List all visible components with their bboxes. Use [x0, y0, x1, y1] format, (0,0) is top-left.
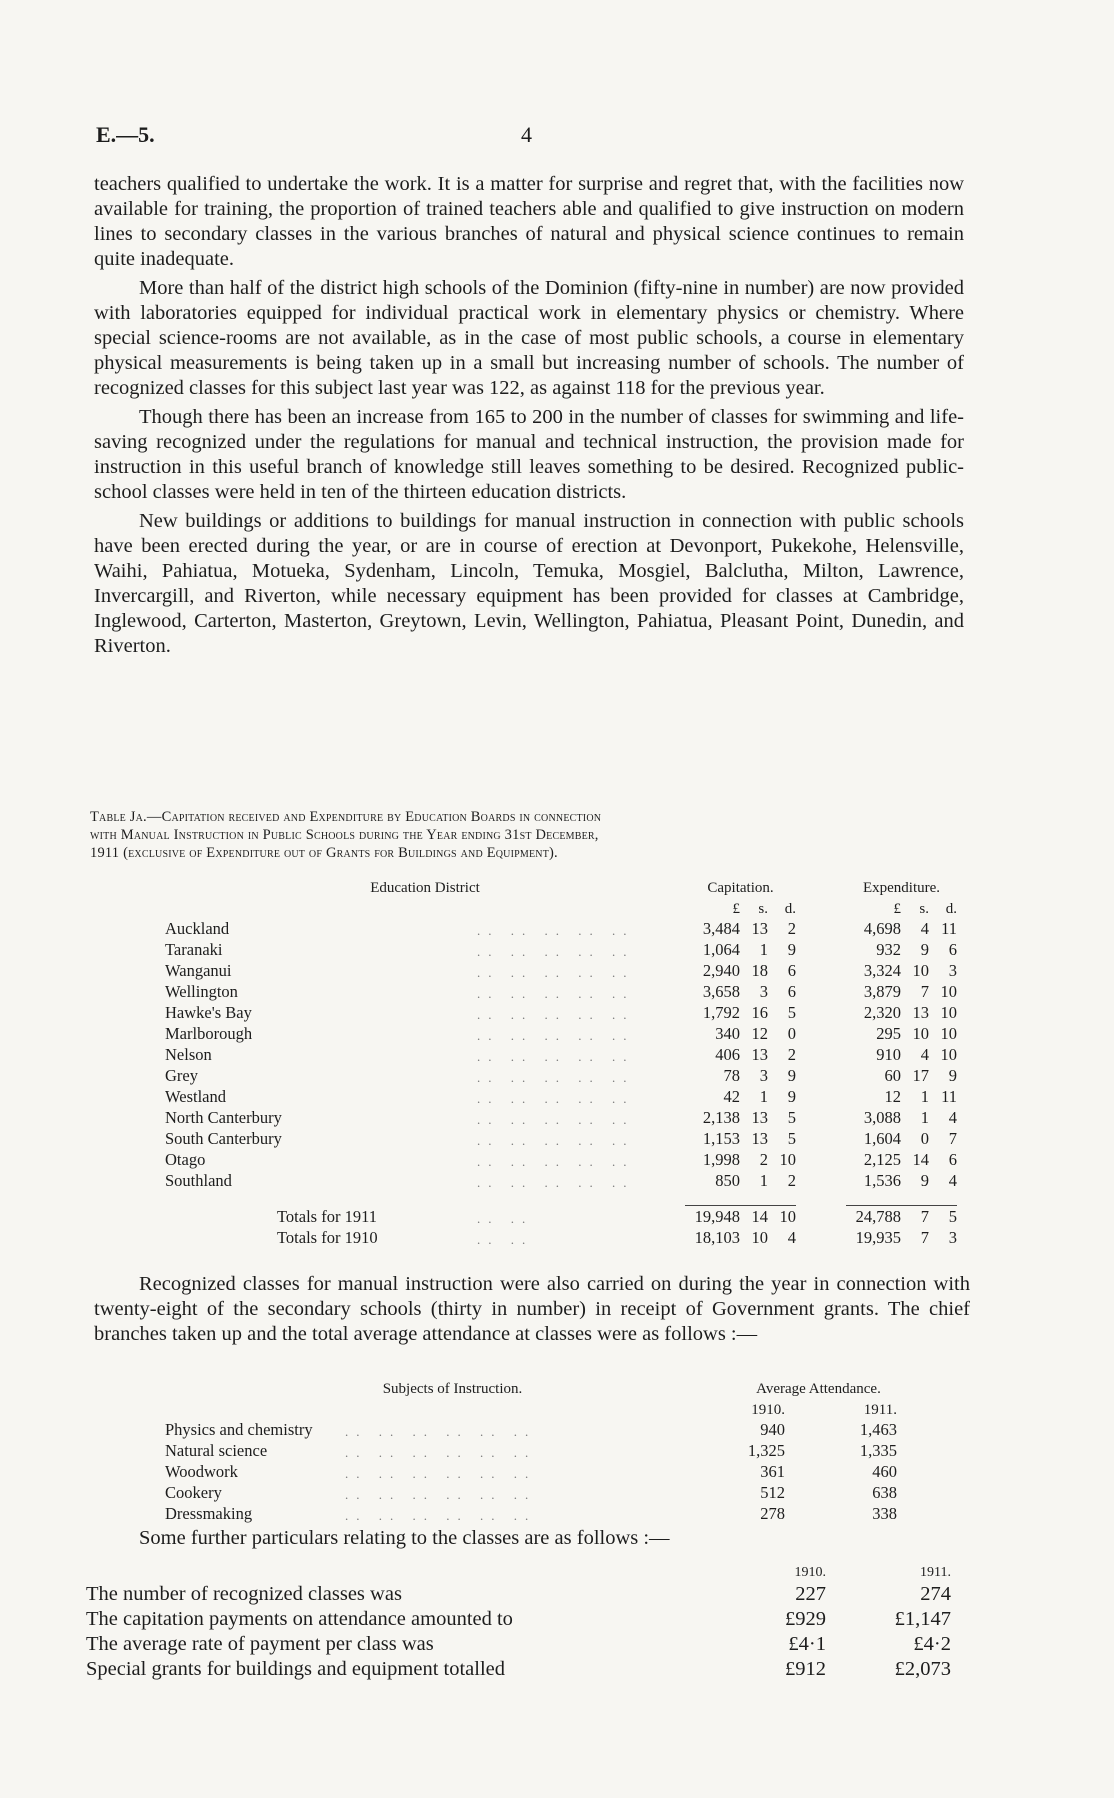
leader-dots: .. .. — [477, 1211, 534, 1226]
expenditure-pounds: 910 — [876, 1045, 901, 1064]
table-row — [165, 1461, 897, 1482]
expenditure-shillings: 13 — [912, 1003, 929, 1022]
column-gap — [796, 1065, 846, 1086]
value-1910: £4·1 — [788, 1633, 826, 1655]
table-body — [86, 1581, 951, 1681]
capitation-pounds: 3,484 — [702, 919, 740, 938]
attendance-1910: 512 — [760, 1483, 785, 1502]
capitation-pounds: 850 — [715, 1171, 740, 1190]
capitation-shillings: 3 — [759, 1066, 768, 1085]
column-header-1911: 1911. — [863, 1402, 897, 1418]
totals-label: Totals for 1910 — [277, 1228, 378, 1247]
expenditure-pence: 5 — [929, 1206, 957, 1228]
table-row — [165, 960, 957, 981]
leader-dots: .. .. .. .. .. — [477, 986, 635, 1001]
expenditure-pounds: 60 — [884, 1066, 901, 1085]
capitation-pounds: 1,792 — [702, 1003, 740, 1022]
expenditure-shillings: 1 — [920, 1087, 929, 1106]
expenditure-pounds: 19,935 — [855, 1228, 901, 1247]
expenditure-shillings: 17 — [912, 1066, 929, 1085]
expenditure-pence: 10 — [940, 1024, 957, 1043]
column-gap — [796, 1086, 846, 1107]
capitation-shillings: 1 — [759, 1087, 768, 1106]
expenditure-pence: 10 — [940, 1045, 957, 1064]
capitation-shillings: 2 — [759, 1150, 768, 1169]
expenditure-pence: 4 — [948, 1108, 957, 1127]
district-name: Nelson — [165, 1045, 212, 1064]
table-title-line: 1911 (exclusive of Expenditure out of Grants for Buildings and Equipment). — [90, 845, 558, 861]
expenditure-pounds: 2,125 — [863, 1150, 901, 1169]
table-row — [165, 1419, 897, 1440]
capitation-pounds: 18,103 — [694, 1228, 740, 1247]
capitation-pence: 2 — [787, 919, 796, 938]
expenditure-pounds: 2,320 — [863, 1003, 901, 1022]
column-gap — [796, 960, 846, 981]
table-row — [86, 1606, 951, 1631]
attendance-1911: 460 — [872, 1462, 897, 1481]
capitation-pounds: 19,948 — [685, 1206, 740, 1228]
value-1911: £4·2 — [913, 1633, 951, 1655]
leader-dots: .. .. .. .. .. — [477, 1070, 635, 1085]
value-1910: 227 — [795, 1583, 826, 1605]
capitation-shillings: 13 — [751, 1108, 768, 1127]
table-row — [86, 1581, 951, 1606]
table-row — [165, 1107, 957, 1128]
column-gap — [796, 1170, 846, 1191]
capitation-shillings: 1 — [759, 1171, 768, 1190]
expenditure-shillings: 10 — [912, 961, 929, 980]
leader-dots: .. .. .. .. .. — [477, 1112, 635, 1127]
particular-label: The number of recognized classes was — [86, 1583, 402, 1605]
column-gap — [796, 1128, 846, 1149]
totals-row — [165, 1227, 957, 1248]
capitation-pence: 5 — [787, 1129, 796, 1148]
leader-dots: .. .. .. .. .. — [477, 1028, 635, 1043]
column-gap — [796, 1107, 846, 1128]
body-text-secondary — [94, 1272, 970, 1351]
totals-label: Totals for 1911 — [277, 1207, 377, 1226]
leader-dots: .. .. .. .. .. .. — [345, 1508, 537, 1523]
capitation-shillings: 3 — [759, 982, 768, 1001]
unit-pounds: £ — [732, 901, 740, 917]
expenditure-pence: 10 — [940, 1003, 957, 1022]
capitation-pounds: 2,138 — [702, 1108, 740, 1127]
capitation-pence: 2 — [787, 1171, 796, 1190]
capitation-pence: 9 — [787, 1087, 796, 1106]
expenditure-shillings: 14 — [912, 1150, 929, 1169]
leader-dots: .. .. .. .. .. — [477, 923, 635, 938]
attendance-1910: 361 — [760, 1462, 785, 1481]
value-1911: 274 — [920, 1583, 951, 1605]
column-header-capitation: Capitation. — [707, 880, 774, 896]
expenditure-shillings: 1 — [920, 1108, 929, 1127]
table-row — [165, 939, 957, 960]
capitation-pounds: 1,153 — [702, 1129, 740, 1148]
subject-name: Dressmaking — [165, 1504, 253, 1523]
expenditure-pence: 6 — [948, 940, 957, 959]
subject-name: Cookery — [165, 1483, 222, 1502]
district-name: Wanganui — [165, 961, 232, 980]
district-name: South Canterbury — [165, 1129, 282, 1148]
capitation-pence: 5 — [787, 1108, 796, 1127]
capitation-pence: 4 — [787, 1228, 796, 1247]
table-body — [165, 918, 957, 1248]
expenditure-pounds: 295 — [876, 1024, 901, 1043]
capitation-pence: 9 — [787, 1066, 796, 1085]
district-name: North Canterbury — [165, 1108, 282, 1127]
attendance-1911: 638 — [872, 1483, 897, 1502]
district-name: Auckland — [165, 919, 230, 938]
capitation-pence: 9 — [787, 940, 796, 959]
attendance-table — [165, 1377, 897, 1524]
capitation-shillings: 13 — [751, 919, 768, 938]
capitation-pence: 10 — [779, 1150, 796, 1169]
unit-pence: d. — [945, 901, 957, 917]
attendance-1910: 278 — [760, 1504, 785, 1523]
table-row — [86, 1631, 951, 1656]
district-name: Taranaki — [165, 940, 223, 959]
capitation-pounds: 3,658 — [702, 982, 740, 1001]
leader-dots: .. .. .. .. .. .. — [345, 1424, 537, 1439]
expenditure-shillings: 9 — [920, 1171, 929, 1190]
particular-label: The capitation payments on attendance amounted to — [86, 1608, 513, 1630]
leader-dots: .. .. .. .. .. — [477, 1154, 635, 1169]
expenditure-shillings: 9 — [920, 940, 929, 959]
unit-pence: d. — [784, 901, 796, 917]
column-gap — [796, 1044, 846, 1065]
expenditure-pence: 7 — [948, 1129, 957, 1148]
column-header-subjects: Subjects of Instruction. — [382, 1381, 523, 1397]
expenditure-shillings: 10 — [912, 1024, 929, 1043]
table-row — [86, 1656, 951, 1681]
table-row — [165, 1170, 957, 1191]
expenditure-shillings: 0 — [920, 1129, 929, 1148]
district-name: Otago — [165, 1150, 206, 1169]
unit-shillings: s. — [758, 901, 768, 917]
district-name: Hawke's Bay — [165, 1003, 252, 1022]
capitation-shillings: 16 — [751, 1003, 768, 1022]
expenditure-pence: 10 — [940, 982, 957, 1001]
expenditure-shillings: 4 — [920, 1045, 929, 1064]
capitation-shillings: 13 — [751, 1129, 768, 1148]
expenditure-pounds: 1,536 — [863, 1171, 901, 1190]
expenditure-pounds: 24,788 — [846, 1206, 901, 1228]
value-1910: £929 — [785, 1608, 826, 1630]
capitation-pence: 6 — [787, 961, 796, 980]
value-1911: £1,147 — [894, 1608, 951, 1630]
district-name: Southland — [165, 1171, 232, 1190]
expenditure-shillings: 7 — [920, 1228, 929, 1247]
leader-dots: .. .. .. .. .. — [477, 1091, 635, 1106]
particular-label: The average rate of payment per class was — [86, 1633, 434, 1655]
table-row — [165, 1503, 897, 1524]
expenditure-pounds: 1,604 — [863, 1129, 901, 1148]
capitation-pence: 5 — [787, 1003, 796, 1022]
value-1911: £2,073 — [894, 1658, 951, 1680]
table-row — [165, 1128, 957, 1149]
district-name: Marlborough — [165, 1024, 253, 1043]
column-gap — [796, 1206, 846, 1228]
leader-dots: .. .. .. .. .. .. — [345, 1445, 537, 1460]
column-gap — [796, 1002, 846, 1023]
expenditure-pence: 11 — [941, 1087, 957, 1106]
table-row — [165, 1440, 897, 1461]
expenditure-pence: 3 — [948, 961, 957, 980]
subject-name: Natural science — [165, 1441, 268, 1460]
expenditure-pounds: 12 — [884, 1087, 901, 1106]
expenditure-pence: 3 — [948, 1228, 957, 1247]
leader-dots: .. .. .. .. .. — [477, 965, 635, 980]
table-row — [165, 1002, 957, 1023]
column-gap — [796, 981, 846, 1002]
table-row — [165, 1086, 957, 1107]
leader-dots: .. .. .. .. .. .. — [345, 1466, 537, 1481]
leader-dots: .. .. .. .. .. — [477, 1049, 635, 1064]
paragraph-swimming: Though there has been an increase from 165 to 200 in the number of classes for swimming and life-saving recognized under the regulations for manual and technical instruction, the provision made for instruction in this useful branch of knowledge still leaves something to be desired. Recognized public-school classes were held in ten of the thirteen education districts. — [94, 406, 964, 503]
column-header-district: Education District — [370, 880, 480, 896]
column-gap — [796, 918, 846, 939]
column-header-1910: 1910. — [794, 1565, 826, 1580]
expenditure-pounds: 3,324 — [863, 961, 901, 980]
capitation-shillings: 12 — [751, 1024, 768, 1043]
table-row — [165, 918, 957, 939]
capitation-pounds: 42 — [723, 1087, 740, 1106]
district-name: Grey — [165, 1066, 198, 1085]
district-name: Wellington — [165, 982, 238, 1001]
paragraph-continuation: teachers qualified to undertake the work. It is a matter for surprise and regret that, with the facilities now available for training, the proportion of trained teachers able and qualified to give instruction on modern lines to secondary classes in the various branches of natural and physical science continues to remain quite inadequate. — [94, 173, 964, 270]
capitation-shillings: 1 — [759, 940, 768, 959]
capitation-pounds: 1,998 — [702, 1150, 740, 1169]
expenditure-pence: 9 — [948, 1066, 957, 1085]
document-code: E.—5. — [96, 122, 155, 147]
column-header-1910: 1910. — [751, 1402, 785, 1418]
capitation-shillings: 13 — [751, 1045, 768, 1064]
column-gap — [796, 1149, 846, 1170]
table-row — [165, 1149, 957, 1170]
paragraph-secondary-schools: Recognized classes for manual instruction were also carried on during the year in connection with twenty-eight of the secondary schools (thirty in number) in receipt of Government grants. The chief branches taken up and the total average attendance at classes were as follows :— — [94, 1273, 970, 1345]
attendance-1911: 338 — [872, 1504, 897, 1523]
leader-dots: .. .. .. .. .. — [477, 1175, 635, 1190]
expenditure-pence: 11 — [941, 919, 957, 938]
table-row — [165, 981, 957, 1002]
leader-dots: .. .. — [477, 1232, 534, 1247]
table-title-line: with Manual Instruction in Public Schools during the Year ending 31st December, — [90, 827, 599, 843]
subject-name: Physics and chemistry — [165, 1420, 313, 1439]
particulars-table — [86, 1563, 951, 1681]
table-row — [165, 1023, 957, 1044]
expenditure-shillings: 7 — [901, 1206, 929, 1228]
expenditure-shillings: 4 — [920, 919, 929, 938]
expenditure-shillings: 7 — [920, 982, 929, 1001]
expenditure-pounds: 3,879 — [863, 982, 901, 1001]
capitation-pence: 6 — [787, 982, 796, 1001]
table-row — [165, 1065, 957, 1086]
expenditure-pounds: 3,088 — [863, 1108, 901, 1127]
district-name: Westland — [165, 1087, 226, 1106]
column-gap — [796, 1227, 846, 1248]
table-ja-title — [90, 808, 966, 862]
expenditure-pence: 4 — [948, 1171, 957, 1190]
leader-dots: .. .. .. .. .. — [477, 1133, 635, 1148]
body-text-further — [94, 1526, 964, 1555]
totals-row — [165, 1206, 957, 1228]
capitation-pence: 0 — [787, 1024, 796, 1043]
value-1910: £912 — [785, 1658, 826, 1680]
paragraph-further-particulars: Some further particulars relating to the classes are as follows :— — [139, 1527, 670, 1549]
column-header-average-attendance: Average Attendance. — [756, 1381, 881, 1397]
capitation-shillings: 14 — [740, 1206, 768, 1228]
table-row — [165, 1482, 897, 1503]
unit-pounds: £ — [893, 901, 901, 917]
leader-dots: .. .. .. .. .. — [477, 944, 635, 959]
expenditure-pounds: 4,698 — [863, 919, 901, 938]
column-header-1911: 1911. — [920, 1565, 951, 1580]
capitation-pounds: 78 — [723, 1066, 740, 1085]
table-body — [165, 1419, 897, 1524]
capitation-shillings: 10 — [751, 1228, 768, 1247]
attendance-1911: 1,335 — [859, 1441, 897, 1460]
leader-dots: .. .. .. .. .. — [477, 1007, 635, 1022]
expenditure-pence: 6 — [948, 1150, 957, 1169]
capitation-pence: 2 — [787, 1045, 796, 1064]
expenditure-pounds: 932 — [876, 940, 901, 959]
leader-dots: .. .. .. .. .. .. — [345, 1487, 537, 1502]
table-row — [165, 1044, 957, 1065]
body-text — [94, 172, 964, 663]
column-gap — [796, 1023, 846, 1044]
column-gap — [796, 939, 846, 960]
attendance-1910: 1,325 — [747, 1441, 785, 1460]
subject-name: Woodwork — [165, 1462, 238, 1481]
paragraph-laboratories: More than half of the district high schools of the Dominion (fifty-nine in number) are now provided with laboratories equipped for individual practical work in elementary physics or chemistry. Where special science-rooms are not available, as in the case of most public schools, a course in elementary physical measurements is being taken up in a small but increasing number of schools. The number of recognized classes for this subject last year was 122, as against 118 for the previous year. — [94, 277, 964, 399]
capitation-pounds: 340 — [715, 1024, 740, 1043]
page-number: 4 — [521, 122, 532, 147]
unit-shillings: s. — [919, 901, 929, 917]
capitation-pounds: 406 — [715, 1045, 740, 1064]
particular-label: Special grants for buildings and equipment totalled — [86, 1658, 506, 1680]
capitation-pounds: 2,940 — [702, 961, 740, 980]
attendance-1910: 940 — [760, 1420, 785, 1439]
paragraph-buildings: New buildings or additions to buildings for manual instruction in connection with public schools have been erected during the year, or are in course of erection at Devonport, Pukekohe, Helensville, Waihi, Pahiatua, Motueka, Sydenham, Lincoln, Temuka, Mosgiel, Balclutha, Milton, Lawrence, Invercargill, and Riverton, while necessary equipment has been provided for classes at Cambridge, Inglewood, Carterton, Masterton, Greytown, Levin, Wellington, Pahiatua, Pleasant Point, Dunedin, and Riverton. — [94, 510, 964, 657]
capitation-shillings: 18 — [751, 961, 768, 980]
attendance-1911: 1,463 — [859, 1420, 897, 1439]
page-header — [96, 122, 976, 152]
table-title-line: Table Ja.—Capitation received and Expenditure by Education Boards in connection — [90, 809, 602, 825]
capitation-pounds: 1,064 — [702, 940, 740, 959]
column-header-expenditure: Expenditure. — [862, 880, 941, 896]
capitation-pence: 10 — [768, 1206, 796, 1228]
spacer-row — [165, 1191, 957, 1206]
capitation-expenditure-table — [165, 876, 957, 1248]
